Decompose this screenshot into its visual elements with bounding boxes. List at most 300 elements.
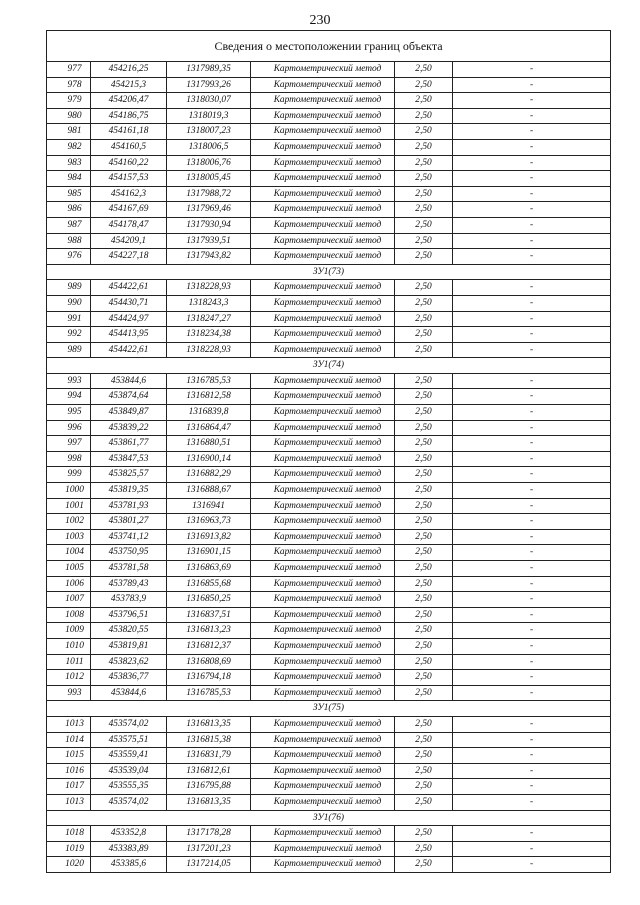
y-coordinate-cell: 1318228,93 [167,342,251,358]
description-cell: - [453,202,611,218]
x-coordinate-cell: 454413,95 [91,327,167,343]
group-header-row [47,701,611,717]
description-cell: - [453,342,611,358]
description-cell: - [453,685,611,701]
accuracy-cell: 2,50 [395,389,453,405]
point-number-cell: 1012 [47,670,91,686]
y-coordinate-cell: 1316963,73 [167,514,251,530]
method-cell: Картометрический метод [251,638,395,654]
method-cell: Картометрический метод [251,654,395,670]
x-coordinate-cell: 454430,71 [91,295,167,311]
description-cell: - [453,451,611,467]
y-coordinate-cell: 1316785,53 [167,373,251,389]
y-coordinate-cell: 1316864,47 [167,420,251,436]
group-label: ЗУ1(73) [47,264,611,280]
description-cell: - [453,576,611,592]
description-cell: - [453,826,611,842]
x-coordinate-cell: 454161,18 [91,124,167,140]
point-number-cell: 984 [47,171,91,187]
accuracy-cell: 2,50 [395,716,453,732]
accuracy-cell: 2,50 [395,576,453,592]
point-number-cell: 987 [47,217,91,233]
description-cell: - [453,483,611,499]
accuracy-cell: 2,50 [395,732,453,748]
point-number-cell: 1013 [47,716,91,732]
table-row [47,327,611,343]
accuracy-cell: 2,50 [395,62,453,78]
accuracy-cell: 2,50 [395,623,453,639]
y-coordinate-cell: 1317988,72 [167,186,251,202]
method-cell: Картометрический метод [251,716,395,732]
point-number-cell: 980 [47,108,91,124]
y-coordinate-cell: 1316812,61 [167,763,251,779]
x-coordinate-cell: 453539,04 [91,763,167,779]
point-number-cell: 1004 [47,545,91,561]
table-row [47,233,611,249]
y-coordinate-cell: 1318007,23 [167,124,251,140]
point-number-cell: 991 [47,311,91,327]
y-coordinate-cell: 1316785,53 [167,685,251,701]
x-coordinate-cell: 453796,51 [91,607,167,623]
description-cell: - [453,420,611,436]
description-cell: - [453,249,611,265]
description-cell: - [453,716,611,732]
point-number-cell: 986 [47,202,91,218]
y-coordinate-cell: 1317214,05 [167,857,251,873]
description-cell: - [453,93,611,109]
description-cell: - [453,295,611,311]
table-row [47,93,611,109]
table-title: Сведения о местоположении границ объекта [47,31,611,62]
boundary-table [46,30,611,873]
x-coordinate-cell: 453849,87 [91,405,167,421]
description-cell: - [453,373,611,389]
point-number-cell: 1009 [47,623,91,639]
y-coordinate-cell: 1316901,15 [167,545,251,561]
table-row [47,654,611,670]
accuracy-cell: 2,50 [395,280,453,296]
accuracy-cell: 2,50 [395,841,453,857]
point-number-cell: 1017 [47,779,91,795]
x-coordinate-cell: 454157,53 [91,171,167,187]
description-cell: - [453,857,611,873]
description-cell: - [453,311,611,327]
description-cell: - [453,389,611,405]
x-coordinate-cell: 454167,69 [91,202,167,218]
point-number-cell: 993 [47,685,91,701]
table-row [47,467,611,483]
y-coordinate-cell: 1318030,07 [167,93,251,109]
description-cell: - [453,139,611,155]
y-coordinate-cell: 1316837,51 [167,607,251,623]
accuracy-cell: 2,50 [395,498,453,514]
description-cell: - [453,77,611,93]
x-coordinate-cell: 453574,02 [91,794,167,810]
method-cell: Картометрический метод [251,342,395,358]
point-number-cell: 1011 [47,654,91,670]
table-row [47,217,611,233]
method-cell: Картометрический метод [251,62,395,78]
x-coordinate-cell: 453789,43 [91,576,167,592]
y-coordinate-cell: 1318006,76 [167,155,251,171]
method-cell: Картометрический метод [251,327,395,343]
description-cell: - [453,124,611,140]
table-row [47,186,611,202]
accuracy-cell: 2,50 [395,779,453,795]
group-header-row [47,810,611,826]
table-row [47,342,611,358]
method-cell: Картометрический метод [251,670,395,686]
y-coordinate-cell: 1316813,23 [167,623,251,639]
method-cell: Картометрический метод [251,763,395,779]
point-number-cell: 988 [47,233,91,249]
description-cell: - [453,670,611,686]
x-coordinate-cell: 454160,22 [91,155,167,171]
point-number-cell: 999 [47,467,91,483]
table-row [47,529,611,545]
point-number-cell: 1005 [47,561,91,577]
table-row [47,436,611,452]
table-row [47,280,611,296]
description-cell: - [453,233,611,249]
x-coordinate-cell: 454424,97 [91,311,167,327]
x-coordinate-cell: 453750,95 [91,545,167,561]
table-row [47,732,611,748]
accuracy-cell: 2,50 [395,857,453,873]
x-coordinate-cell: 454209,1 [91,233,167,249]
x-coordinate-cell: 454227,18 [91,249,167,265]
method-cell: Картометрический метод [251,186,395,202]
point-number-cell: 985 [47,186,91,202]
table-row [47,794,611,810]
y-coordinate-cell: 1317943,82 [167,249,251,265]
accuracy-cell: 2,50 [395,638,453,654]
x-coordinate-cell: 454215,3 [91,77,167,93]
table-row [47,498,611,514]
accuracy-cell: 2,50 [395,202,453,218]
accuracy-cell: 2,50 [395,826,453,842]
table-row [47,62,611,78]
method-cell: Картометрический метод [251,514,395,530]
group-label: ЗУ1(76) [47,810,611,826]
accuracy-cell: 2,50 [395,420,453,436]
y-coordinate-cell: 1316880,51 [167,436,251,452]
description-cell: - [453,841,611,857]
point-number-cell: 982 [47,139,91,155]
table-row [47,295,611,311]
method-cell: Картометрический метод [251,732,395,748]
accuracy-cell: 2,50 [395,171,453,187]
table-row [47,841,611,857]
accuracy-cell: 2,50 [395,139,453,155]
point-number-cell: 977 [47,62,91,78]
table-row [47,763,611,779]
point-number-cell: 983 [47,155,91,171]
point-number-cell: 1006 [47,576,91,592]
point-number-cell: 994 [47,389,91,405]
x-coordinate-cell: 453874,64 [91,389,167,405]
y-coordinate-cell: 1316882,29 [167,467,251,483]
accuracy-cell: 2,50 [395,155,453,171]
description-cell: - [453,732,611,748]
description-cell: - [453,607,611,623]
method-cell: Картометрический метод [251,748,395,764]
method-cell: Картометрический метод [251,77,395,93]
accuracy-cell: 2,50 [395,233,453,249]
y-coordinate-cell: 1316913,82 [167,529,251,545]
point-number-cell: 1000 [47,483,91,499]
point-number-cell: 1001 [47,498,91,514]
accuracy-cell: 2,50 [395,108,453,124]
method-cell: Картометрический метод [251,451,395,467]
method-cell: Картометрический метод [251,155,395,171]
method-cell: Картометрический метод [251,280,395,296]
description-cell: - [453,217,611,233]
y-coordinate-cell: 1316815,38 [167,732,251,748]
point-number-cell: 1016 [47,763,91,779]
accuracy-cell: 2,50 [395,436,453,452]
y-coordinate-cell: 1316855,68 [167,576,251,592]
method-cell: Картометрический метод [251,561,395,577]
table-row [47,748,611,764]
x-coordinate-cell: 453575,51 [91,732,167,748]
table-row [47,155,611,171]
x-coordinate-cell: 453383,89 [91,841,167,857]
table-row [47,171,611,187]
point-number-cell: 998 [47,451,91,467]
description-cell: - [453,155,611,171]
point-number-cell: 1014 [47,732,91,748]
table-row [47,607,611,623]
x-coordinate-cell: 453352,8 [91,826,167,842]
method-cell: Картометрический метод [251,857,395,873]
x-coordinate-cell: 453741,12 [91,529,167,545]
y-coordinate-cell: 1316812,37 [167,638,251,654]
method-cell: Картометрический метод [251,420,395,436]
accuracy-cell: 2,50 [395,327,453,343]
table-row [47,77,611,93]
method-cell: Картометрический метод [251,607,395,623]
description-cell: - [453,498,611,514]
x-coordinate-cell: 453783,9 [91,592,167,608]
accuracy-cell: 2,50 [395,794,453,810]
accuracy-cell: 2,50 [395,311,453,327]
x-coordinate-cell: 453844,6 [91,373,167,389]
y-coordinate-cell: 1316808,69 [167,654,251,670]
table-row [47,514,611,530]
y-coordinate-cell: 1316839,8 [167,405,251,421]
description-cell: - [453,748,611,764]
x-coordinate-cell: 454206,47 [91,93,167,109]
point-number-cell: 976 [47,249,91,265]
accuracy-cell: 2,50 [395,514,453,530]
accuracy-cell: 2,50 [395,529,453,545]
point-number-cell: 1013 [47,794,91,810]
description-cell: - [453,62,611,78]
point-number-cell: 979 [47,93,91,109]
x-coordinate-cell: 453781,58 [91,561,167,577]
y-coordinate-cell: 1318019,3 [167,108,251,124]
table-row [47,389,611,405]
point-number-cell: 995 [47,405,91,421]
x-coordinate-cell: 453839,22 [91,420,167,436]
y-coordinate-cell: 1316794,18 [167,670,251,686]
accuracy-cell: 2,50 [395,186,453,202]
description-cell: - [453,405,611,421]
method-cell: Картометрический метод [251,529,395,545]
y-coordinate-cell: 1316850,25 [167,592,251,608]
x-coordinate-cell: 454422,61 [91,280,167,296]
point-number-cell: 1003 [47,529,91,545]
x-coordinate-cell: 454162,3 [91,186,167,202]
method-cell: Картометрический метод [251,576,395,592]
method-cell: Картометрический метод [251,295,395,311]
point-number-cell: 997 [47,436,91,452]
y-coordinate-cell: 1318005,45 [167,171,251,187]
method-cell: Картометрический метод [251,373,395,389]
description-cell: - [453,514,611,530]
point-number-cell: 996 [47,420,91,436]
table-row [47,124,611,140]
method-cell: Картометрический метод [251,389,395,405]
y-coordinate-cell: 1317969,46 [167,202,251,218]
y-coordinate-cell: 1316941 [167,498,251,514]
table-row [47,420,611,436]
accuracy-cell: 2,50 [395,483,453,499]
point-number-cell: 992 [47,327,91,343]
point-number-cell: 1015 [47,748,91,764]
accuracy-cell: 2,50 [395,670,453,686]
method-cell: Картометрический метод [251,108,395,124]
x-coordinate-cell: 453861,77 [91,436,167,452]
y-coordinate-cell: 1317201,23 [167,841,251,857]
description-cell: - [453,794,611,810]
table-row [47,716,611,732]
method-cell: Картометрический метод [251,249,395,265]
description-cell: - [453,763,611,779]
method-cell: Картометрический метод [251,592,395,608]
table-row [47,311,611,327]
method-cell: Картометрический метод [251,124,395,140]
point-number-cell: 1008 [47,607,91,623]
method-cell: Картометрический метод [251,483,395,499]
x-coordinate-cell: 453819,35 [91,483,167,499]
method-cell: Картометрический метод [251,623,395,639]
point-number-cell: 1019 [47,841,91,857]
group-header-row [47,264,611,280]
accuracy-cell: 2,50 [395,295,453,311]
point-number-cell: 989 [47,280,91,296]
table-row [47,576,611,592]
method-cell: Картометрический метод [251,436,395,452]
point-number-cell: 1018 [47,826,91,842]
point-number-cell: 989 [47,342,91,358]
accuracy-cell: 2,50 [395,561,453,577]
method-cell: Картометрический метод [251,545,395,561]
table-row [47,685,611,701]
x-coordinate-cell: 453823,62 [91,654,167,670]
accuracy-cell: 2,50 [395,373,453,389]
description-cell: - [453,327,611,343]
table-row [47,592,611,608]
table-row [47,249,611,265]
x-coordinate-cell: 454422,61 [91,342,167,358]
table-row [47,139,611,155]
y-coordinate-cell: 1317989,35 [167,62,251,78]
table-row [47,405,611,421]
x-coordinate-cell: 453574,02 [91,716,167,732]
table-row [47,373,611,389]
description-cell: - [453,186,611,202]
table-row [47,483,611,499]
y-coordinate-cell: 1317178,28 [167,826,251,842]
accuracy-cell: 2,50 [395,249,453,265]
y-coordinate-cell: 1316863,69 [167,561,251,577]
table-row [47,670,611,686]
description-cell: - [453,436,611,452]
table-row [47,638,611,654]
group-label: ЗУ1(74) [47,358,611,374]
accuracy-cell: 2,50 [395,748,453,764]
description-cell: - [453,654,611,670]
method-cell: Картометрический метод [251,467,395,483]
y-coordinate-cell: 1316888,67 [167,483,251,499]
accuracy-cell: 2,50 [395,405,453,421]
point-number-cell: 990 [47,295,91,311]
method-cell: Картометрический метод [251,202,395,218]
table-row [47,108,611,124]
y-coordinate-cell: 1316813,35 [167,716,251,732]
y-coordinate-cell: 1317939,51 [167,233,251,249]
x-coordinate-cell: 454186,75 [91,108,167,124]
table-row [47,779,611,795]
table-row [47,545,611,561]
group-header-row [47,358,611,374]
y-coordinate-cell: 1316813,35 [167,794,251,810]
point-number-cell: 993 [47,373,91,389]
point-number-cell: 1020 [47,857,91,873]
description-cell: - [453,467,611,483]
page-number: 230 [309,13,331,28]
table-row [47,561,611,577]
point-number-cell: 1002 [47,514,91,530]
x-coordinate-cell: 453820,55 [91,623,167,639]
x-coordinate-cell: 453801,27 [91,514,167,530]
description-cell: - [453,592,611,608]
method-cell: Картометрический метод [251,233,395,249]
x-coordinate-cell: 453819,81 [91,638,167,654]
x-coordinate-cell: 454160,5 [91,139,167,155]
point-number-cell: 1007 [47,592,91,608]
method-cell: Картометрический метод [251,498,395,514]
y-coordinate-cell: 1318006,5 [167,139,251,155]
description-cell: - [453,280,611,296]
table-row [47,451,611,467]
table-row [47,202,611,218]
method-cell: Картометрический метод [251,794,395,810]
y-coordinate-cell: 1318247,27 [167,311,251,327]
method-cell: Картометрический метод [251,826,395,842]
accuracy-cell: 2,50 [395,124,453,140]
accuracy-cell: 2,50 [395,607,453,623]
accuracy-cell: 2,50 [395,592,453,608]
method-cell: Картометрический метод [251,139,395,155]
x-coordinate-cell: 453559,41 [91,748,167,764]
y-coordinate-cell: 1318228,93 [167,280,251,296]
y-coordinate-cell: 1317993,26 [167,77,251,93]
description-cell: - [453,171,611,187]
x-coordinate-cell: 453844,6 [91,685,167,701]
